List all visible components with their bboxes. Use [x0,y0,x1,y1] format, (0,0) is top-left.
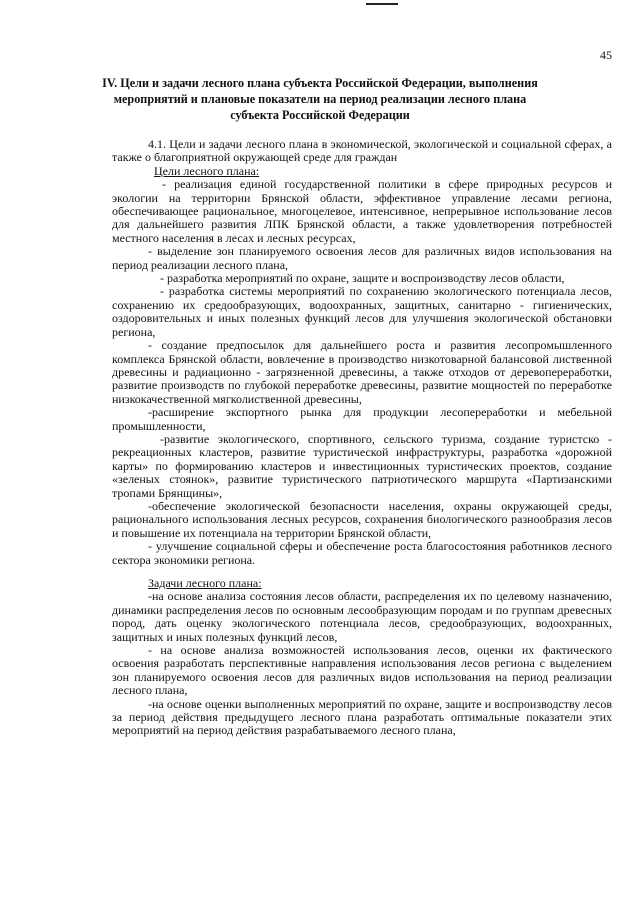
paragraph: -развитие экологического, спортивного, сельского туризма, создание туристско - рекреационных кластеров, развитие туристической инфраструктуры, разработка «дорожной карты» по формированию кластеров и инвестиционных туристических проектов, создание «зеленых стоянок», развитие туристического патриотического маршрута «Партизанскими тропами Брянщины», [112,431,612,500]
paragraph: - создание предпосылок для дальнейшего роста и развития лесопромышленного комплекса Брянской области, вовлечение в производство низкотоварной балансовой лиственной древесины и радиационно - загрязненной древесины, а также отходов от деревопереработки, развитие производств по глубокой переработке древесины, развитие мощностей по переработке низкокачественной мягколиственной древесины, [112,338,612,406]
paragraph: - реализация единой государственной политики в сфере природных ресурсов и экологии на территории Брянской области, эффективное управление лесами региона, обеспечивающее рациональное, многоцелевое, интенсивное, непрерывное использование лесов для дальнейшего развития ЛПК Брянской области, а также удовлетворения потребностей местного населения в лесах и лесных ресурсах, [112,177,612,245]
paragraph: -обеспечение экологической безопасности населения, охраны окружающей среды, рационального использования лесных ресурсов, сохранения биологического разнообразия лесов и повышение их потенциала на территории Брянской области, [112,498,612,540]
paragraph: - улучшение социальной сферы и обеспечение роста благосостояния работников лесного сектора экономики региона. [112,539,612,567]
document-body [112,138,612,738]
paragraph: - на основе анализа возможностей использования лесов, оценки их фактического освоения разработать перспективные направления использования лесов региона с выделением зон планируемого освоения лесов для различных видов использования на период реализации лесного плана, [112,643,612,698]
paragraph: - разработка мероприятий по охране, защите и воспроизводству лесов области, [160,271,565,286]
paragraph: - разработка системы мероприятий по сохранению экологического потенциала лесов, сохранению их средообразующих, водоохранных, защитных, санитарно - гигиенических, оздоровительных и иных полезных функций лесов для улучшения экологической обстановки региона, [112,284,612,339]
section-heading: IV. Цели и задачи лесного плана субъекта Российской Федерации, выполнения мероприятий и плановые показатели на период реализации лесного плана субъекта Российской Федерации [102,76,538,122]
paragraph: -на основе оценки выполненных мероприятий по охране, защите и воспроизводству лесов за период действия предыдущего лесного плана разработать оптимальные показатели этих мероприятий на период действия разрабатываемого лесного плана, [112,696,612,738]
scan-mark [366,3,398,5]
paragraph: -на основе анализа состояния лесов области, распределения их по целевому назначению, динамики распределения лесов по основным лесообразующим породам и по группам древесных пород, дать оценку экологического потенциала лесов, средообразующих, водоохранных, защитных и иных полезных функций лесов, [112,589,612,644]
page-number: 45 [600,48,612,62]
underlined-text: Задачи лесного плана: [148,576,262,590]
section-subheading [112,165,612,178]
underlined-text: Цели лесного плана: [154,163,260,178]
paragraph: -расширение экспортного рынка для продукции лесопереработки и мебельной промышленности, [112,405,612,433]
paragraph: 4.1. Цели и задачи лесного плана в экономической, экологической и социальной сферах, а также о благоприятной окружающей среде для граждан [112,137,612,165]
paragraph: - выделение зон планируемого освоения лесов для различных видов использования на период реализации лесного плана, [112,244,612,272]
section-subheading [112,577,612,590]
